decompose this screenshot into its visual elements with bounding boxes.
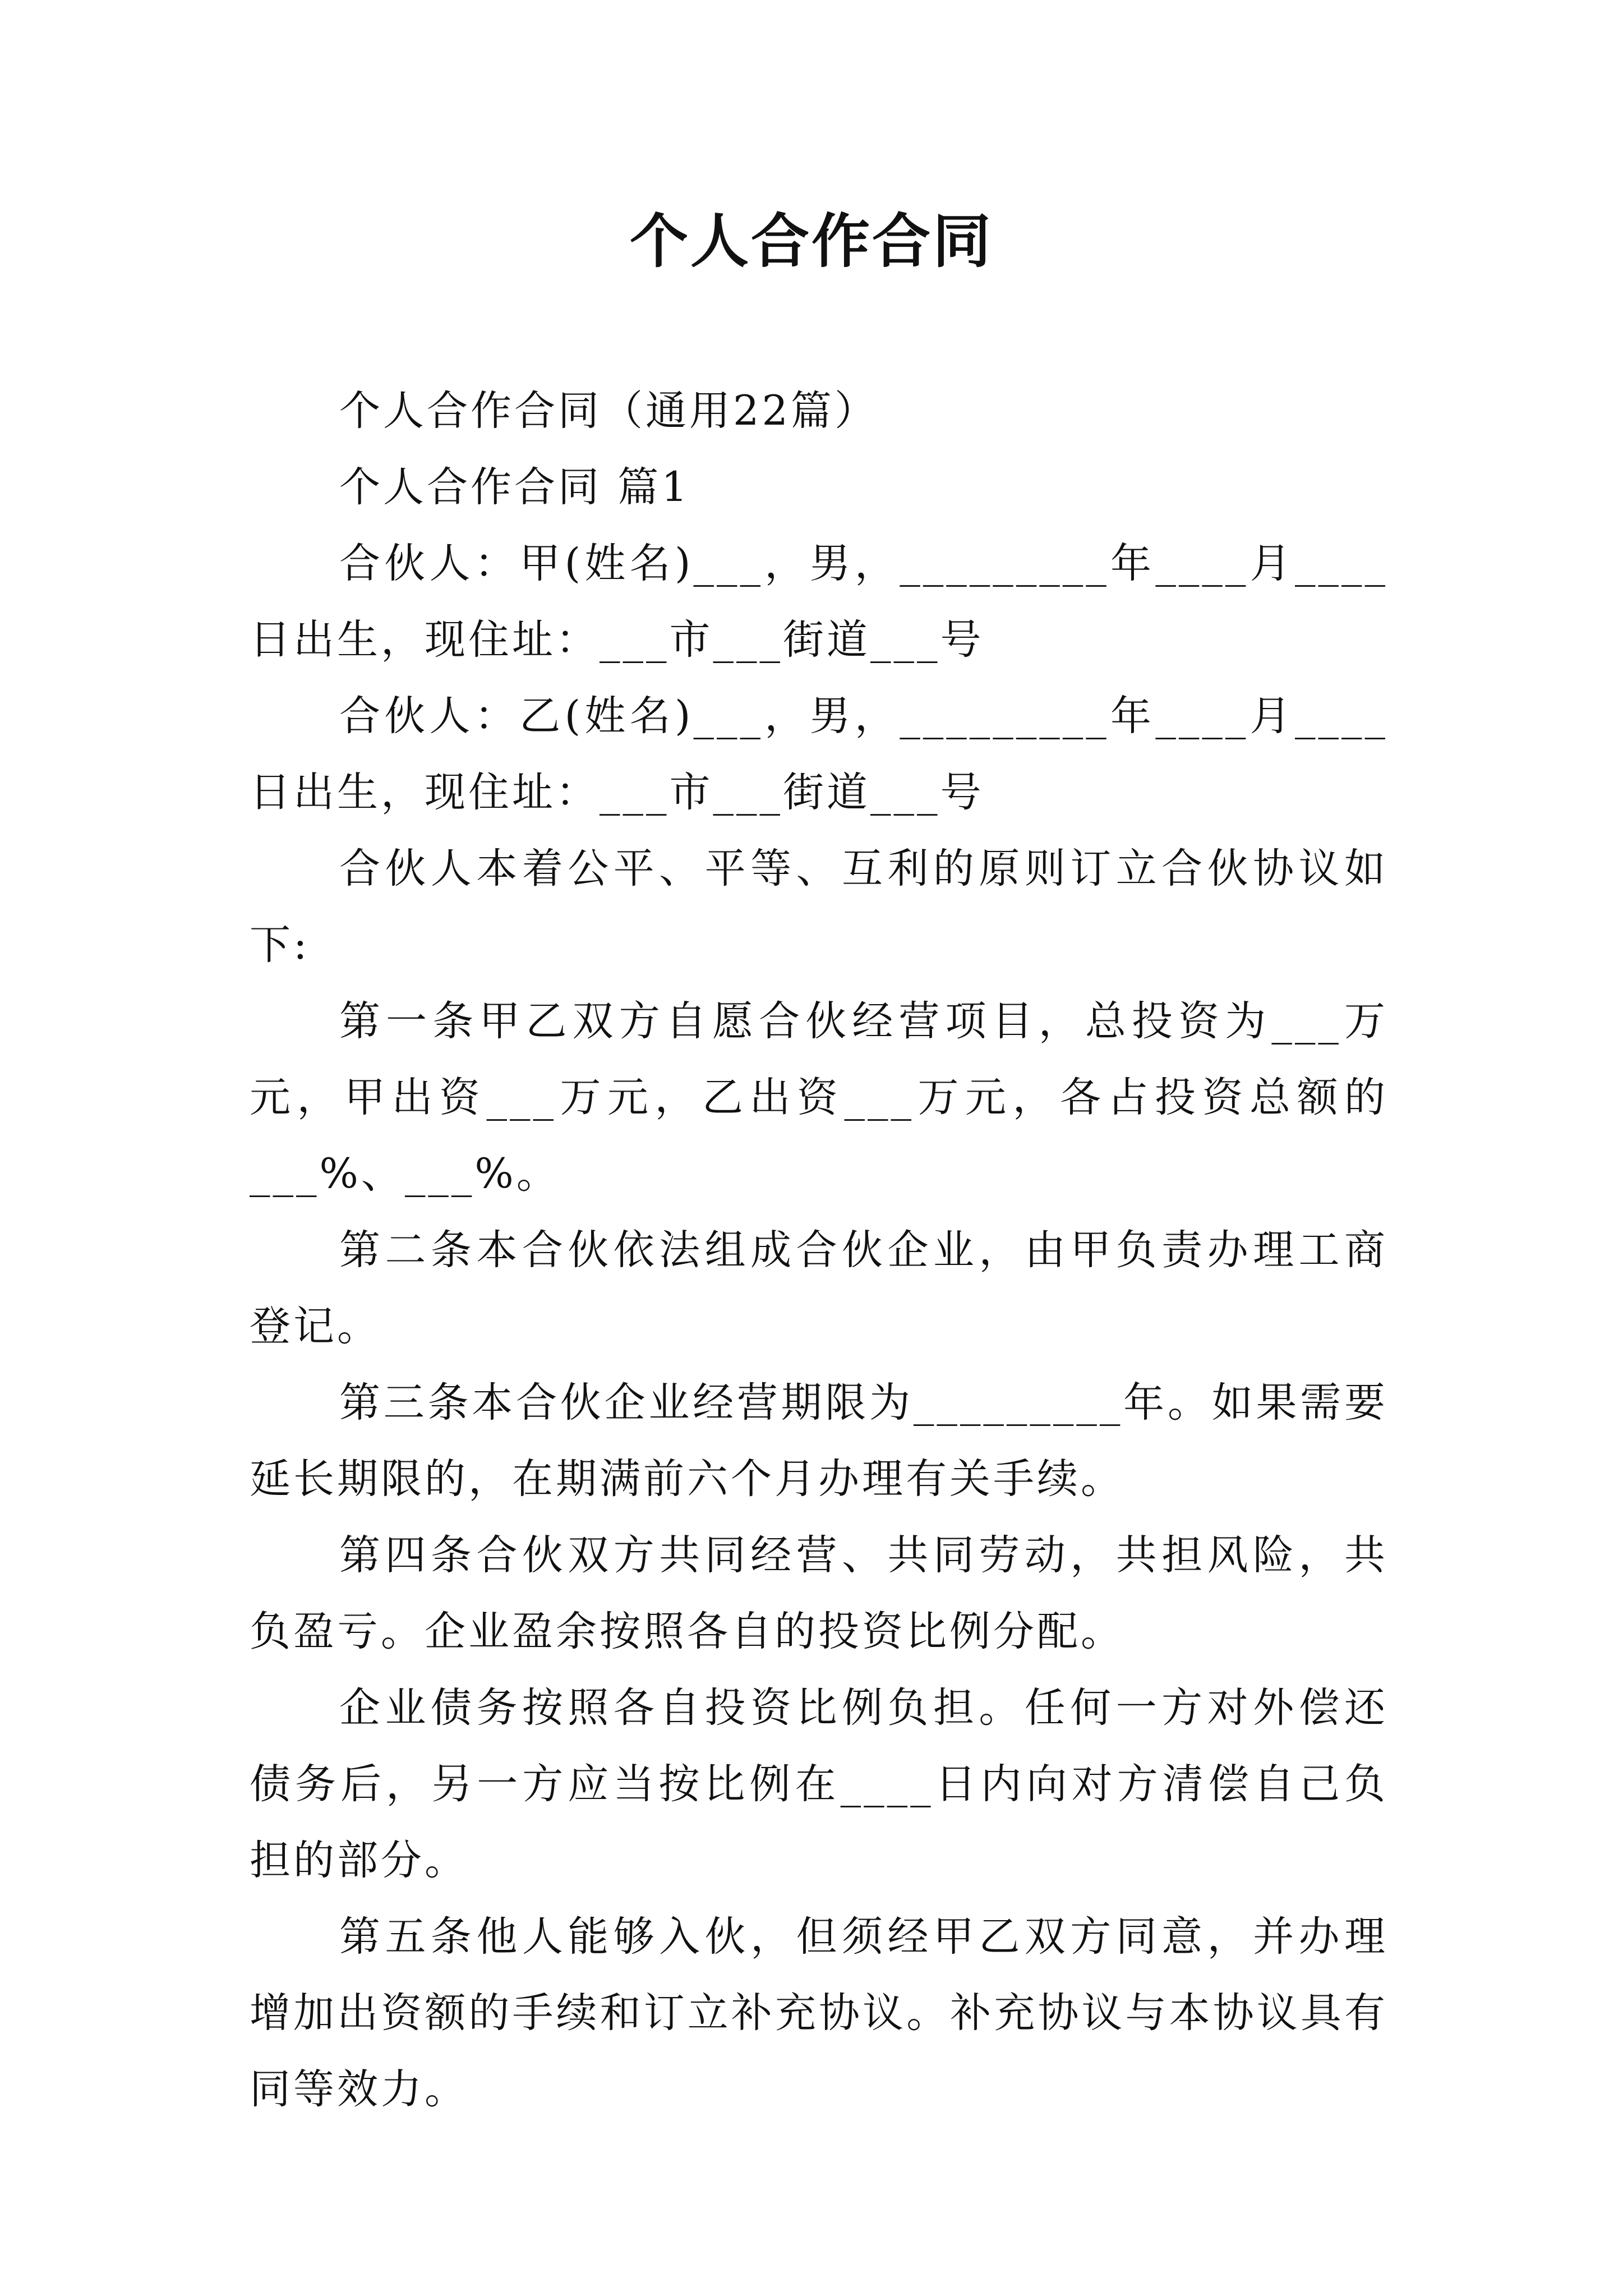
paragraph-subtitle: 个人合作合同（通用22篇） (339, 387, 878, 435)
paragraph-article-4: 第四条合伙双方共同经营、共同劳动，共担风险，共负盈亏。企业盈余按照各自的投资比例分配。 (250, 1531, 1388, 1655)
paragraph-article-3: 第三条本合伙企业经营期限为_________年。如果需要延长期限的，在期满前六个月办理有关手续。 (250, 1379, 1388, 1503)
document-body (250, 373, 1388, 2128)
document-title: 个人合作合同 (629, 206, 993, 275)
paragraph-debt: 企业债务按照各自投资比例负担。任何一方对外偿还债务后，另一方应当按比例在____日内向对方清偿自己负担的部分。 (250, 1684, 1388, 1884)
paragraph-article-1: 第一条甲乙双方自愿合伙经营项目，总投资为___万元，甲出资___万元，乙出资___万元，各占投资总额的___%、___%。 (250, 997, 1388, 1198)
paragraph-section-heading: 个人合作合同 篇1 (339, 463, 690, 511)
paragraph-partner-a: 合伙人：甲(姓名)___，男，_________年____月____日出生，现住址：___市___街道___号 (250, 540, 1388, 664)
paragraph-intro: 合伙人本着公平、平等、互利的原则订立合伙协议如下: (250, 845, 1388, 969)
paragraph-partner-b: 合伙人：乙(姓名)___，男，_________年____月____日出生，现住址：___市___街道___号 (250, 692, 1388, 816)
paragraph-article-2: 第二条本合伙依法组成合伙企业，由甲负责办理工商登记。 (250, 1226, 1388, 1350)
paragraph-article-5: 第五条他人能够入伙，但须经甲乙双方同意，并办理增加出资额的手续和订立补充协议。补充协议与本协议具有同等效力。 (250, 1913, 1388, 2113)
